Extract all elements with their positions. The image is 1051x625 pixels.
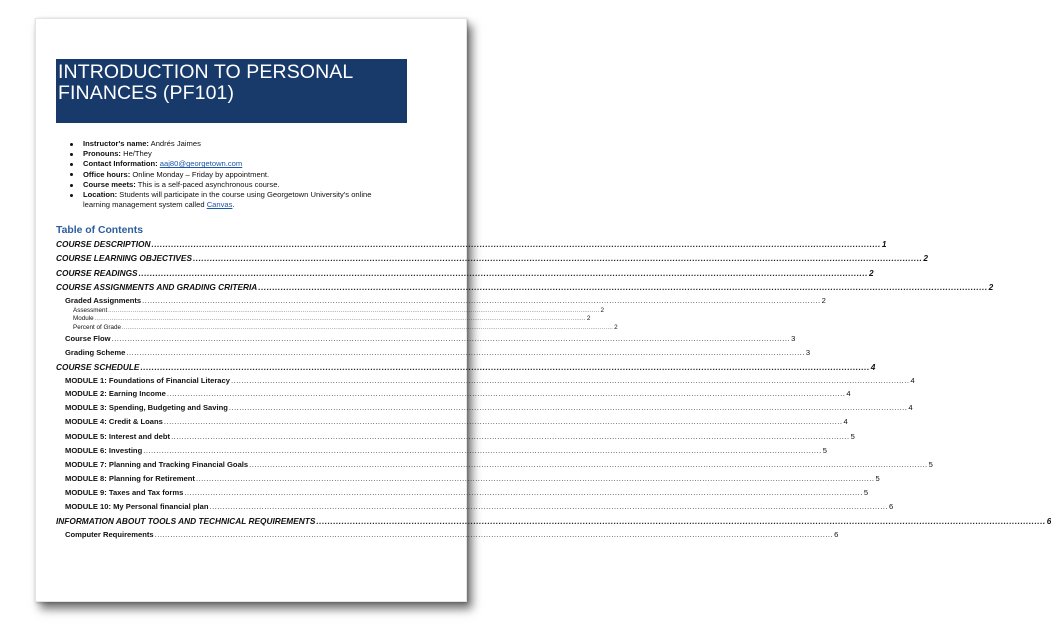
toc-entry-page: 5 bbox=[822, 445, 827, 455]
toc-dot-leader: .................................................................................................................................................................................................................................................................... bbox=[108, 308, 600, 315]
toc-dot-leader: .................................................................................................................................................................................................................................................................... bbox=[193, 253, 923, 264]
toc-entry-label: MODULE 7: Planning and Tracking Financial Goals bbox=[65, 459, 249, 469]
toc-entry-label: MODULE 10: My Personal financial plan bbox=[65, 501, 209, 511]
toc-entry[interactable] bbox=[56, 266, 874, 280]
toc-entry[interactable] bbox=[56, 360, 876, 374]
toc-dot-leader: .................................................................................................................................................................................................................................................................... bbox=[171, 431, 850, 441]
toc-entry[interactable] bbox=[56, 500, 894, 514]
toc-dot-leader: .................................................................................................................................................................................................................................................................... bbox=[228, 403, 908, 413]
toc-entry-label: MODULE 5: Interest and debt bbox=[65, 431, 171, 441]
toc-entry[interactable] bbox=[56, 472, 880, 486]
toc-entry-label: COURSE LEARNING OBJECTIVES bbox=[56, 253, 192, 264]
toc-entry-page: 2 bbox=[988, 281, 994, 292]
toc-dot-leader: .................................................................................................................................................................................................................................................................... bbox=[163, 417, 843, 427]
toc-dot-leader: .................................................................................................................................................................................................................................................................... bbox=[316, 516, 1046, 527]
toc-heading: Table of Contents bbox=[56, 225, 143, 236]
toc-entry-label: MODULE 3: Spending, Budgeting and Saving bbox=[65, 403, 228, 413]
toc-dot-leader: .................................................................................................................................................................................................................................................................... bbox=[111, 333, 791, 343]
toc-entry-label: COURSE DESCRIPTION bbox=[56, 239, 151, 249]
toc-entry[interactable] bbox=[56, 280, 994, 294]
toc-entry[interactable] bbox=[56, 415, 848, 429]
toc-entry-page: 5 bbox=[928, 459, 933, 469]
toc-entry[interactable] bbox=[56, 486, 869, 500]
toc-entry[interactable] bbox=[56, 346, 811, 360]
toc-entry[interactable] bbox=[56, 458, 933, 472]
toc-entry-page: 2 bbox=[586, 315, 591, 323]
toc-entry-label: Computer Requirements bbox=[65, 530, 154, 540]
toc-entry-label: COURSE SCHEDULE bbox=[56, 361, 140, 372]
toc-dot-leader: .................................................................................................................................................................................................................................................................... bbox=[230, 376, 910, 386]
toc-dot-leader: .................................................................................................................................................................................................................................................................... bbox=[151, 239, 881, 249]
toc-entry[interactable] bbox=[56, 295, 826, 307]
toc-entry-label: MODULE 2: Earning Income bbox=[65, 389, 166, 399]
toc-entry-page: 4 bbox=[910, 376, 915, 386]
table-of-contents bbox=[56, 237, 1051, 541]
toc-entry-label: MODULE 6: Investing bbox=[65, 445, 143, 455]
toc-dot-leader: .................................................................................................................................................................................................................................................................... bbox=[94, 316, 586, 323]
canvas-link[interactable]: Canvas bbox=[206, 200, 233, 210]
toc-dot-leader: .................................................................................................................................................................................................................................................................... bbox=[121, 324, 614, 331]
toc-entry[interactable] bbox=[56, 430, 855, 444]
toc-entry[interactable] bbox=[56, 529, 839, 541]
toc-dot-leader: .................................................................................................................................................................................................................................................................... bbox=[258, 281, 988, 292]
toc-entry-label: Module bbox=[73, 315, 94, 323]
toc-entry[interactable] bbox=[56, 444, 827, 458]
toc-entry[interactable] bbox=[56, 332, 796, 346]
course-title-banner bbox=[56, 59, 407, 123]
toc-entry[interactable] bbox=[56, 315, 591, 323]
toc-entry-label: MODULE 8: Planning for Retirement bbox=[65, 473, 195, 483]
toc-entry[interactable] bbox=[56, 307, 604, 315]
toc-entry[interactable] bbox=[56, 401, 913, 415]
toc-entry-page: 4 bbox=[908, 403, 913, 413]
course-title-line-1: INTRODUCTION TO PERSONAL bbox=[58, 61, 354, 83]
toc-entry-label: MODULE 4: Credit & Loans bbox=[65, 417, 163, 427]
toc-dot-leader: .................................................................................................................................................................................................................................................................... bbox=[209, 501, 889, 511]
toc-entry-label: Course Flow bbox=[65, 333, 111, 343]
toc-entry-page: 5 bbox=[875, 473, 880, 483]
toc-entry-label: MODULE 1: Foundations of Financial Literacy bbox=[65, 376, 230, 386]
toc-entry-label: Graded Assignments bbox=[65, 296, 142, 306]
toc-entry-page: 2 bbox=[600, 307, 604, 315]
toc-dot-leader: .................................................................................................................................................................................................................................................................... bbox=[154, 530, 834, 540]
info-pronouns: Pronouns: He/They bbox=[70, 149, 400, 159]
toc-entry-page: 2 bbox=[923, 253, 928, 264]
toc-dot-leader: .................................................................................................................................................................................................................................................................... bbox=[140, 361, 870, 372]
info-office-hours: Office hours: Online Monday – Friday by appointment. bbox=[70, 170, 400, 180]
toc-entry-page: 2 bbox=[868, 267, 874, 278]
toc-entry[interactable] bbox=[56, 323, 618, 332]
toc-entry-page: 6 bbox=[889, 501, 894, 511]
info-contact: Contact Information: aaj80@georgetown.com bbox=[70, 159, 400, 169]
toc-entry-page: 2 bbox=[821, 296, 826, 306]
toc-dot-leader: .................................................................................................................................................................................................................................................................... bbox=[249, 459, 928, 469]
toc-entry-page: 3 bbox=[805, 347, 811, 357]
toc-entry-page: 6 bbox=[1046, 516, 1051, 527]
info-course-meets: Course meets: This is a self-paced asynchronous course. bbox=[70, 180, 400, 190]
toc-entry-page: 6 bbox=[834, 530, 839, 540]
toc-dot-leader: .................................................................................................................................................................................................................................................................... bbox=[138, 267, 868, 278]
toc-entry-label: COURSE READINGS bbox=[56, 267, 138, 278]
info-instructor: Instructor's name: Andrés Jaimes bbox=[70, 139, 400, 149]
toc-dot-leader: .................................................................................................................................................................................................................................................................... bbox=[142, 296, 821, 306]
toc-dot-leader: .................................................................................................................................................................................................................................................................... bbox=[184, 487, 863, 497]
toc-entry-label: Assessment bbox=[73, 307, 108, 315]
contact-email-link[interactable]: aaj80@georgetown.com bbox=[159, 159, 243, 169]
toc-entry-page: 5 bbox=[863, 487, 869, 497]
toc-entry[interactable] bbox=[56, 251, 928, 265]
toc-entry-label: Percent of Grade bbox=[73, 323, 121, 331]
toc-entry-page: 3 bbox=[791, 333, 796, 343]
toc-entry-page: 1 bbox=[881, 239, 887, 249]
toc-entry-page: 2 bbox=[614, 323, 618, 331]
toc-entry[interactable] bbox=[56, 375, 915, 387]
toc-entry-page: 4 bbox=[846, 389, 851, 399]
toc-dot-leader: .................................................................................................................................................................................................................................................................... bbox=[166, 389, 846, 399]
toc-entry-label: MODULE 9: Taxes and Tax forms bbox=[65, 487, 184, 497]
toc-entry-page: 4 bbox=[843, 417, 848, 427]
toc-entry-label: COURSE ASSIGNMENTS AND GRADING CRITERIA bbox=[56, 281, 258, 292]
toc-dot-leader: .................................................................................................................................................................................................................................................................... bbox=[195, 473, 875, 483]
toc-dot-leader: .................................................................................................................................................................................................................................................................... bbox=[143, 445, 822, 455]
toc-entry[interactable] bbox=[56, 237, 887, 251]
toc-entry[interactable] bbox=[56, 514, 1051, 528]
toc-dot-leader: .................................................................................................................................................................................................................................................................... bbox=[126, 347, 805, 357]
toc-entry[interactable] bbox=[56, 387, 851, 401]
document-page bbox=[35, 18, 1051, 602]
toc-entry-page: 5 bbox=[850, 431, 855, 441]
toc-entry-label: INFORMATION ABOUT TOOLS AND TECHNICAL REQUIREMENTS bbox=[56, 516, 316, 527]
toc-entry-label: Grading Scheme bbox=[65, 347, 126, 357]
info-location: Location: Students will participate in the course using Georgetown University's online learning management system called Canvas. bbox=[70, 190, 400, 210]
course-info-list bbox=[70, 139, 400, 210]
toc-entry-page: 4 bbox=[870, 361, 876, 372]
course-title-line-2: FINANCES (PF101) bbox=[58, 82, 235, 104]
